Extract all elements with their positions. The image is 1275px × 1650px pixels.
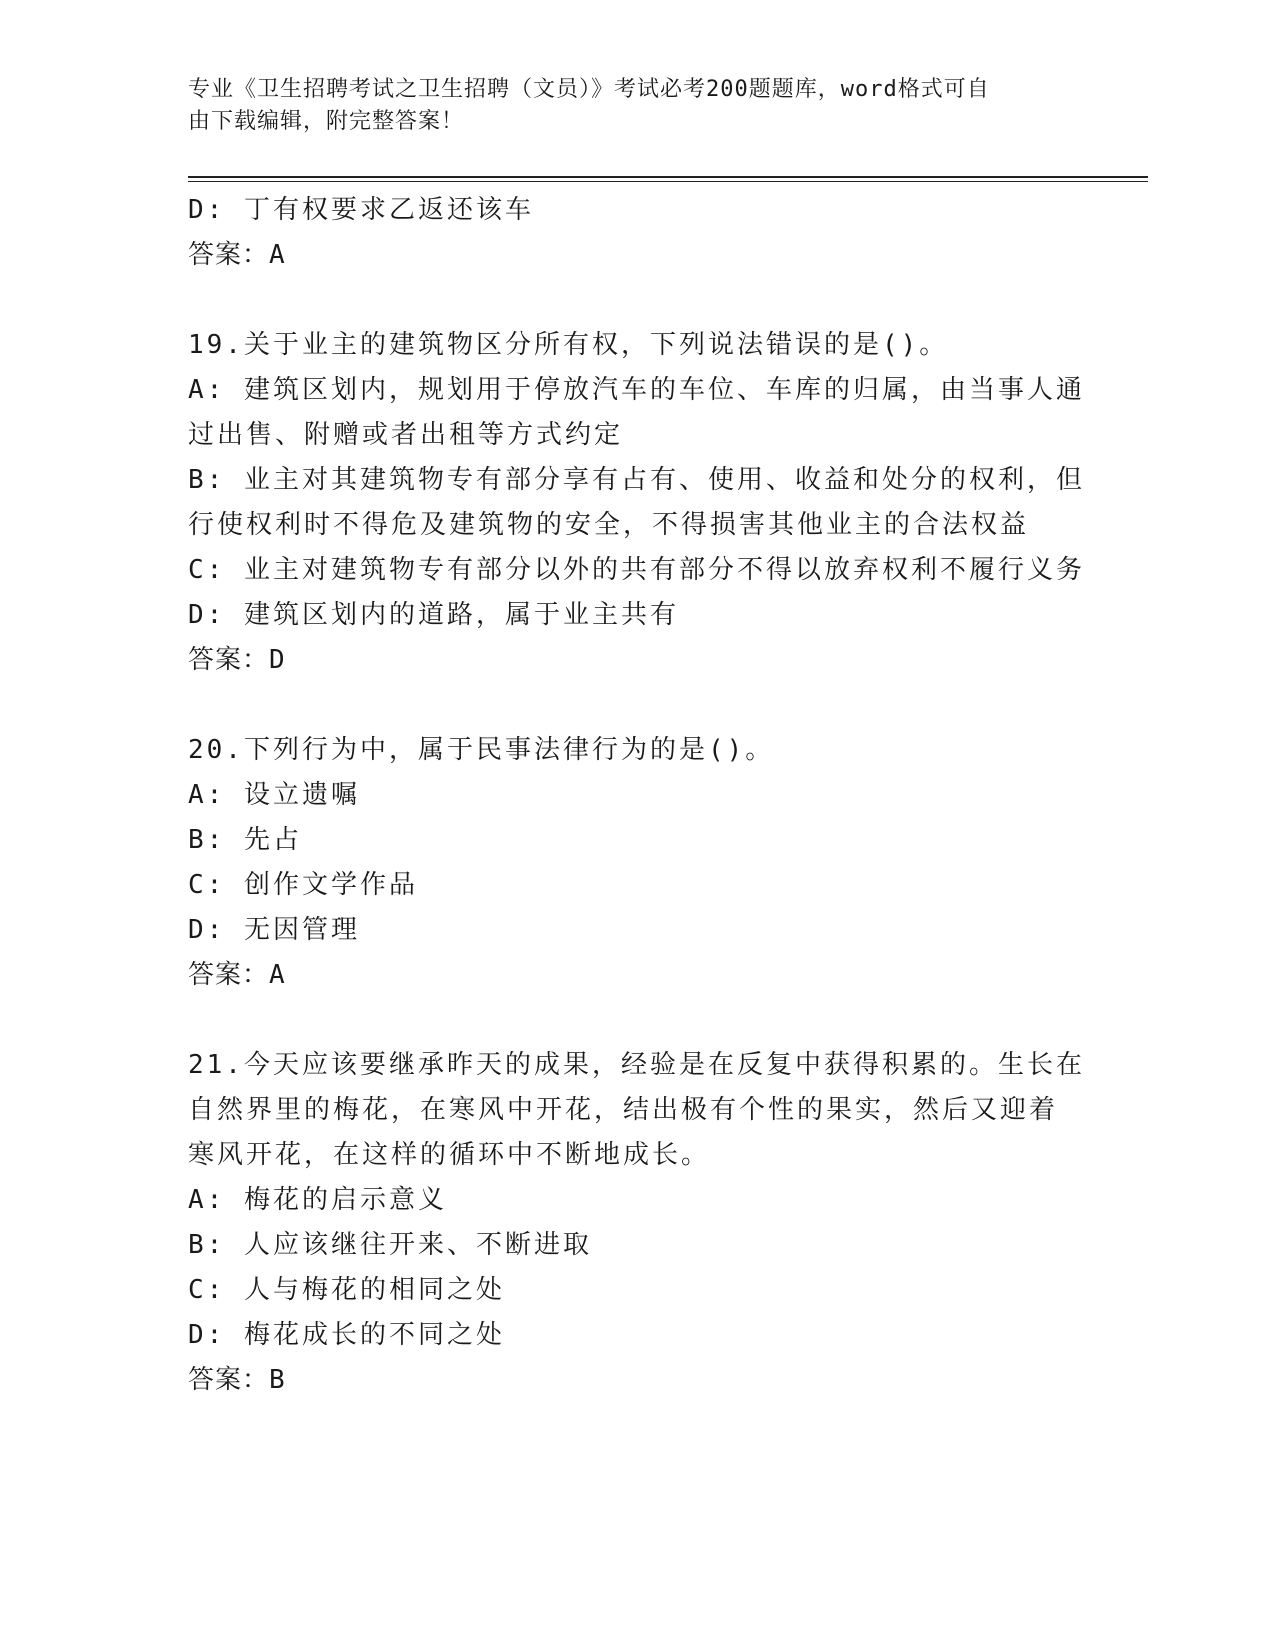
question-stem-continued: 寒风开花，在这样的循环中不断地成长。: [188, 1140, 711, 1170]
option-a: A: 设立遗嘱: [188, 780, 360, 810]
option-d: D: 梅花成长的不同之处: [188, 1320, 505, 1350]
option-b: B: 先占: [188, 825, 302, 855]
option-b-continued: 行使权利时不得危及建筑物的安全，不得损害其他业主的合法权益: [188, 510, 1030, 540]
question-stem: 19.关于业主的建筑物区分所有权，下列说法错误的是()。: [188, 330, 949, 360]
option-c: C: 创作文学作品: [188, 870, 418, 900]
header-rule-thick: [188, 176, 1148, 178]
question-19: [188, 323, 1088, 683]
option-a: A: 建筑区划内，规划用于停放汽车的车位、车库的归属，由当事人通: [188, 375, 1085, 405]
answer: 答案：A: [188, 960, 286, 990]
document-header: [188, 74, 1068, 138]
option-d: D: 无因管理: [188, 915, 360, 945]
answer: 答案：A: [188, 240, 286, 270]
option-b: B: 人应该继往开来、不断进取: [188, 1230, 592, 1260]
answer: 答案：D: [188, 645, 286, 675]
option-c: C: 业主对建筑物专有部分以外的共有部分不得以放弃权利不履行义务: [188, 555, 1085, 585]
option-c: C: 人与梅花的相同之处: [188, 1275, 505, 1305]
question-stem: 20.下列行为中，属于民事法律行为的是()。: [188, 735, 775, 765]
spacer: [188, 998, 1088, 1043]
answer: 答案：B: [188, 1365, 286, 1395]
option-a: A: 梅花的启示意义: [188, 1185, 447, 1215]
spacer: [188, 278, 1088, 323]
header-rule-thin: [188, 181, 1148, 182]
question-20: [188, 728, 1088, 998]
previous-question-tail: [188, 188, 1088, 278]
option-a-continued: 过出售、附赠或者出租等方式约定: [188, 420, 624, 450]
question-content: [188, 188, 1088, 1403]
option-d: D: 建筑区划内的道路，属于业主共有: [188, 600, 679, 630]
header-line-1: 专业《卫生招聘考试之卫生招聘（文员）》考试必考200题题库，word格式可自: [188, 77, 990, 102]
question-21: [188, 1043, 1088, 1403]
spacer: [188, 683, 1088, 728]
option-d: D: 丁有权要求乙返还该车: [188, 195, 534, 225]
question-stem: 21.今天应该要继承昨天的成果，经验是在反复中获得积累的。生长在: [188, 1050, 1085, 1080]
header-line-2: 由下载编辑，附完整答案！: [188, 109, 465, 134]
question-stem-continued: 自然界里的梅花，在寒风中开花，结出极有个性的果实，然后又迎着: [188, 1095, 1059, 1125]
option-b: B: 业主对其建筑物专有部分享有占有、使用、收益和处分的权利，但: [188, 465, 1085, 495]
